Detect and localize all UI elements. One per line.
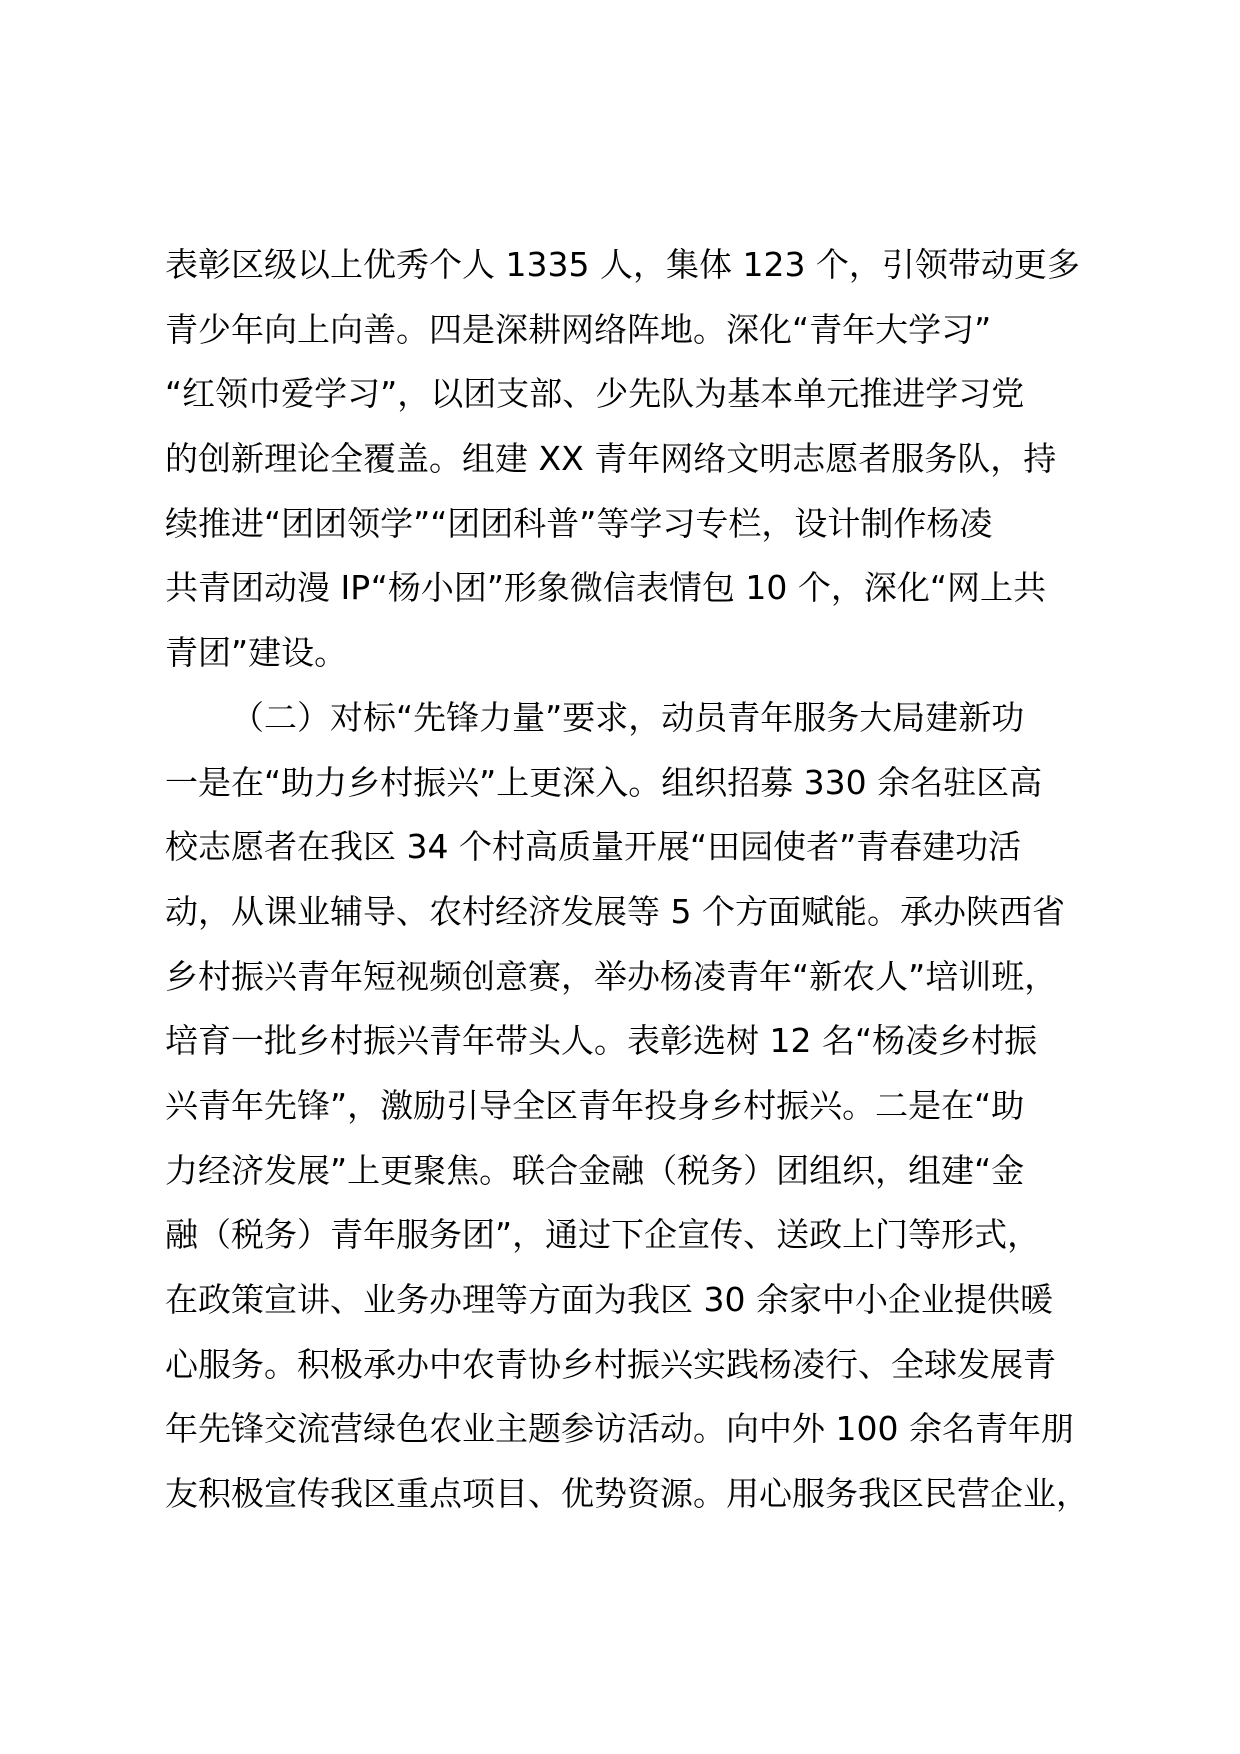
- text-line: 续推进“团团领学”“团团科普”等学习专栏，设计制作杨凌: [165, 503, 993, 543]
- text-line: 乡村振兴青年短视频创意赛，举办杨凌青年“新农人”培训班，: [165, 956, 1058, 996]
- text-line: 共青团动漫 IP“杨小团”形象微信表情包 10 个，深化“网上共: [165, 568, 1046, 608]
- text-line: 在政策宣讲、业务办理等方面为我区 30 余家中小企业提供暖: [165, 1280, 1053, 1319]
- text-line: 培育一批乡村振兴青年带头人。表彰选树 12 名“杨凌乡村振: [165, 1021, 1038, 1061]
- text-line: 友积极宣传我区重点项目、优势资源。用心服务我区民营企业，: [165, 1474, 1089, 1514]
- text-line: 一是在“助力乡村振兴”上更深入。组织招募 330 余名驻区高: [165, 762, 1043, 802]
- text-line: “红领巾爱学习”，以团支部、少先队为基本单元推进学习党: [165, 374, 1025, 414]
- text-line: 兴青年先锋”，激励引导全区青年投身乡村振兴。二是在“助: [165, 1085, 1025, 1125]
- text-line: 青少年向上向善。四是深耕网络阵地。深化“青年大学习”: [165, 309, 992, 349]
- text-line: 年先锋交流营绿色农业主题参访活动。向中外 100 余名青年朋: [165, 1409, 1074, 1449]
- text-line: 校志愿者在我区 34 个村高质量开展“田园使者”青春建功活: [165, 827, 1022, 867]
- text-line: 表彰区级以上优秀个人 1335 人，集体 123 个，引领带动更多: [165, 245, 1080, 284]
- text-line: 力经济发展”上更聚焦。联合金融（税务）团组织，组建“金: [165, 1150, 1025, 1190]
- text-line: 青团”建设。: [165, 633, 348, 673]
- text-line: 心服务。积极承办中农青协乡村振兴实践杨凌行、全球发展青: [165, 1344, 1056, 1384]
- body-text: [165, 233, 1105, 1527]
- section-heading: （二）对标“先锋力量”要求，动员青年服务大局建新功: [231, 697, 1025, 737]
- text-line: 的创新理论全覆盖。组建 XX 青年网络文明志愿者服务队，持: [165, 439, 1057, 479]
- text-line: 动，从课业辅导、农村经济发展等 5 个方面赋能。承办陕西省: [165, 891, 1065, 931]
- text-line: 融（税务）青年服务团”，通过下企宣传、送政上门等形式，: [165, 1215, 1041, 1255]
